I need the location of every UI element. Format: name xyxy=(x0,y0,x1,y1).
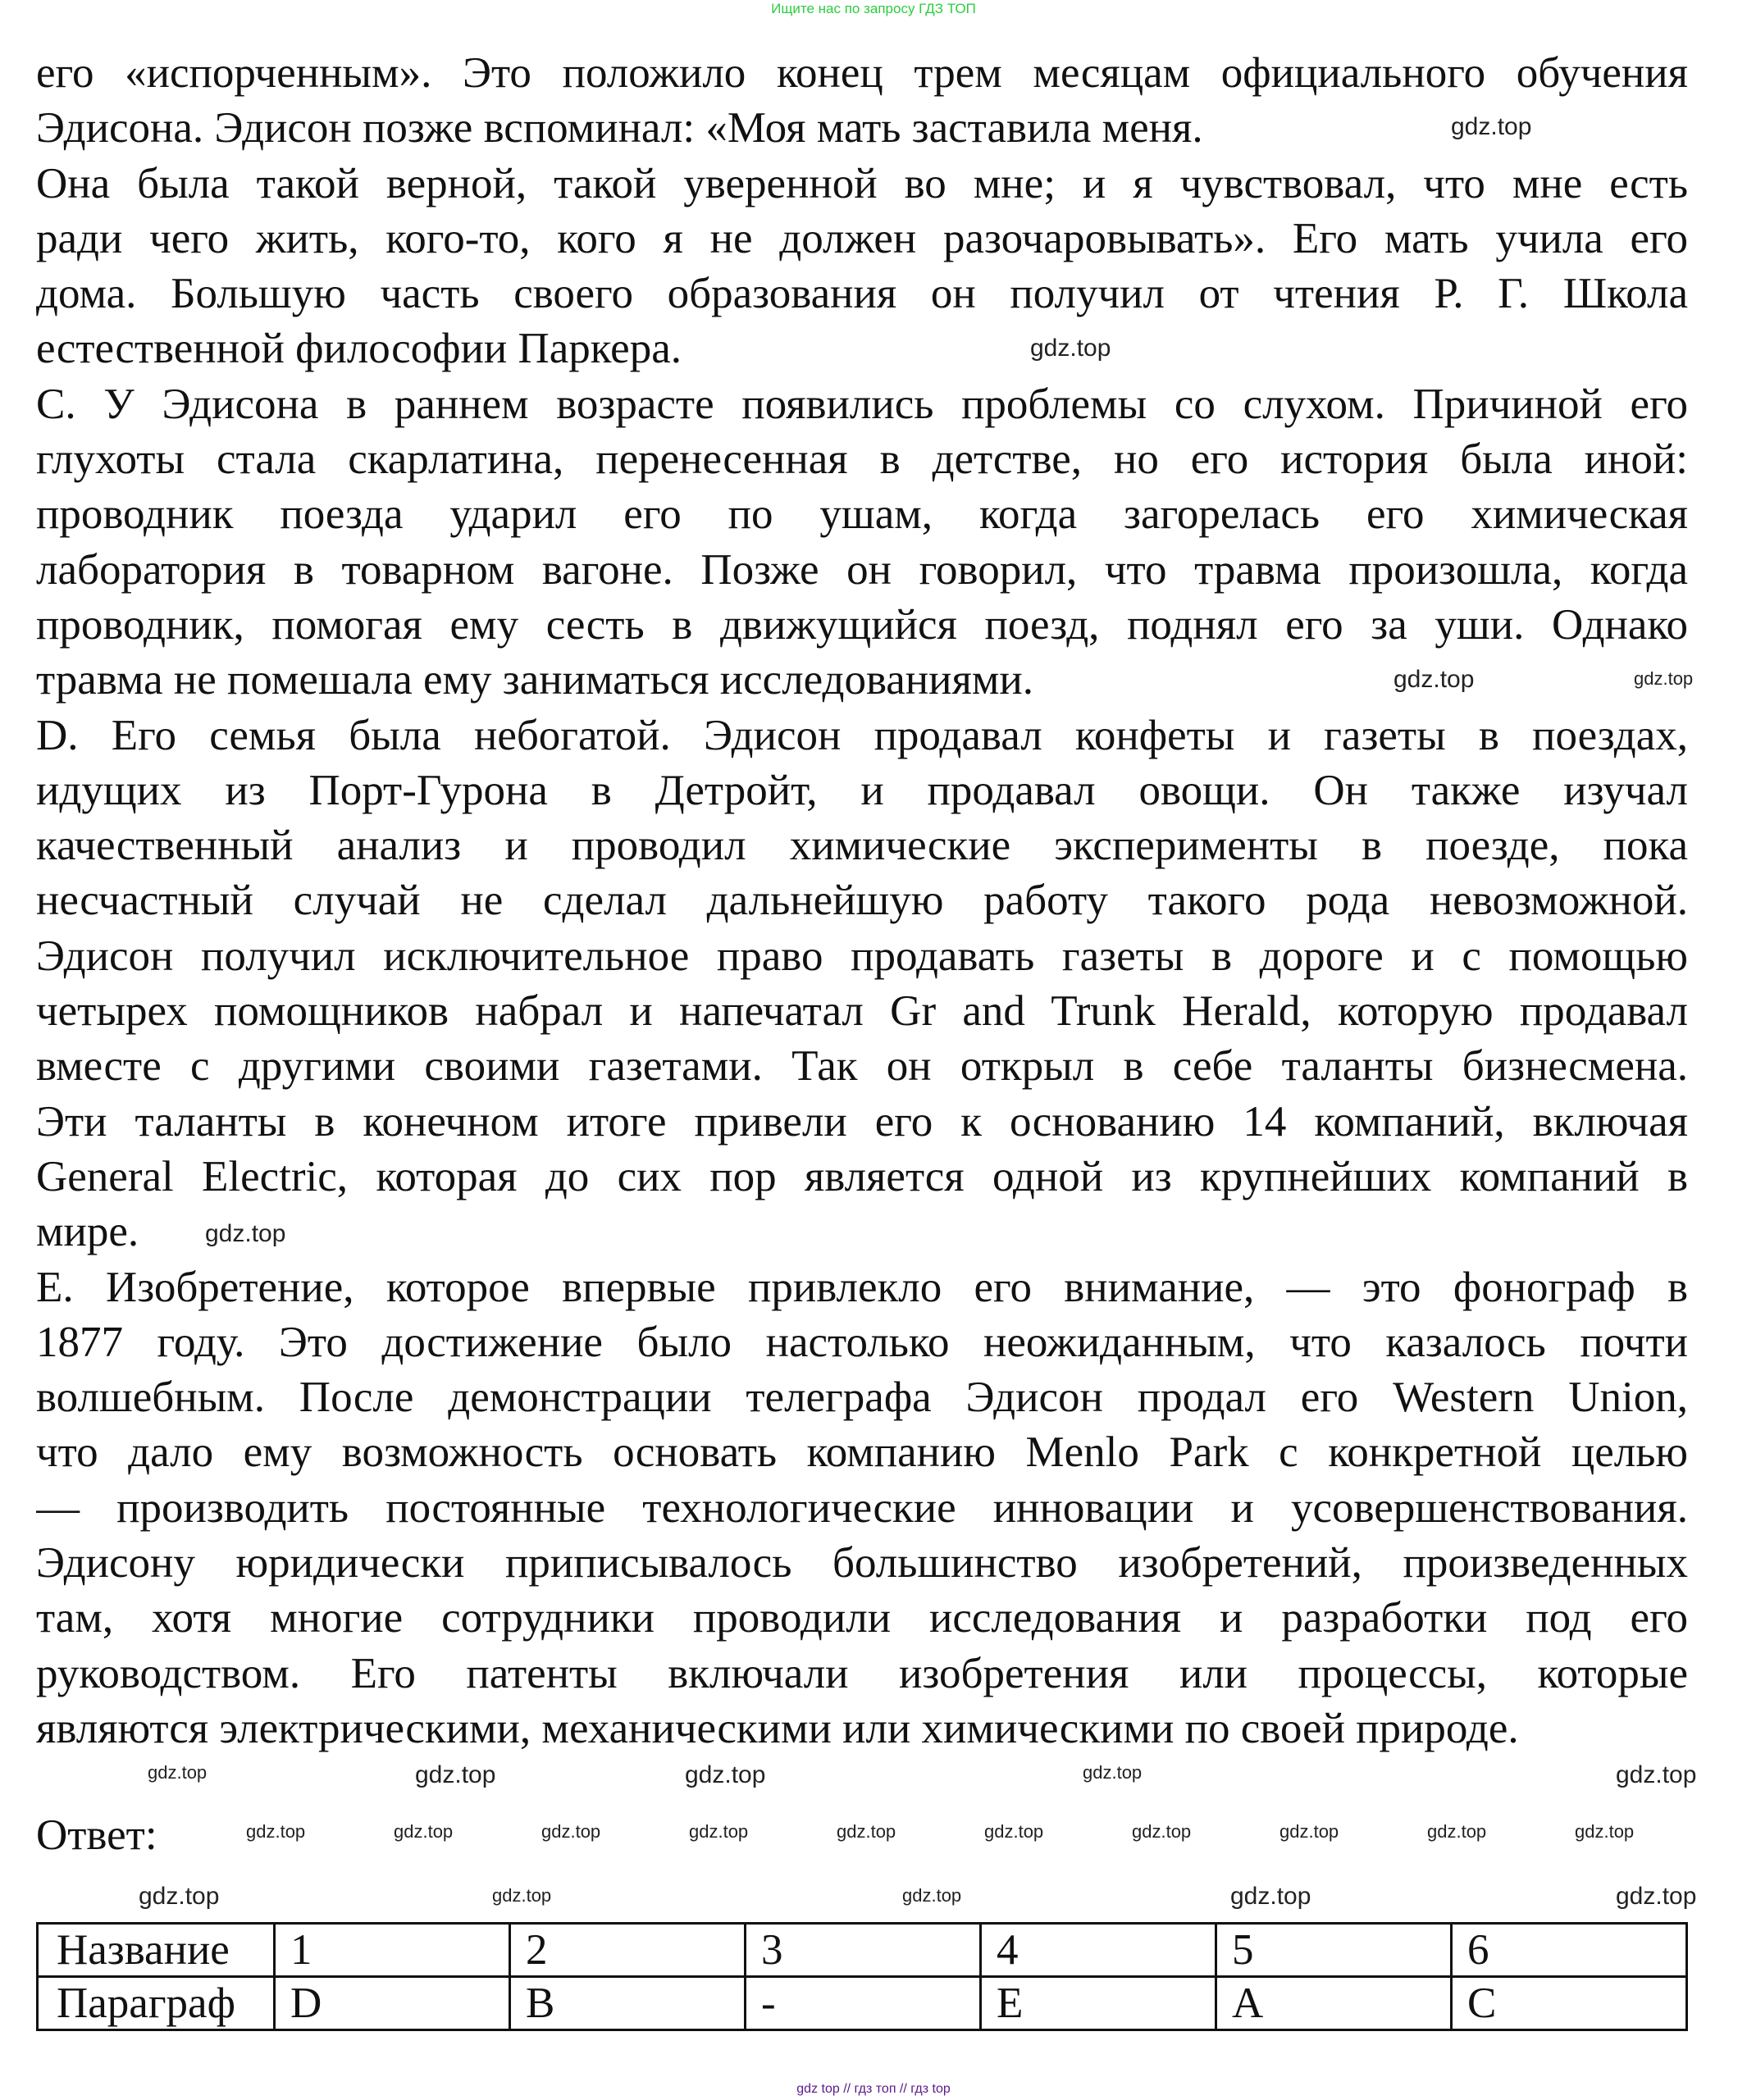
watermark-text: gdz.top xyxy=(837,1821,896,1842)
text-line: General Electric, которая до сих пор является одной из крупнейших компаний в xyxy=(36,1152,1688,1200)
text-line: волшебным. После демонстрации телеграфа Эдисон продал его Western Union, xyxy=(36,1373,1688,1422)
watermark-text: gdz.top xyxy=(148,1762,208,1783)
text-line: — производить постоянные технологические инновации и усовершенствования. xyxy=(36,1483,1688,1532)
answer-table xyxy=(36,1922,1688,2031)
text-line: 1877 году. Это достижение было настолько неожиданным, что казалось почти xyxy=(36,1318,1688,1366)
watermark-text: gdz.top xyxy=(1575,1821,1635,1842)
watermark-text: gdz.top xyxy=(984,1821,1044,1842)
text-line: качественный анализ и проводил химические эксперименты в поезде, пока xyxy=(36,822,1688,870)
watermark-text: gdz.top xyxy=(1616,1761,1697,1788)
text-line: там, хотя многие сотрудники проводили исследования и разработки под его xyxy=(36,1594,1688,1642)
text-line: Эдисон получил исключительное право продавать газеты в дороге и с помощью xyxy=(36,932,1688,980)
text-line: естественной философии Паркера. xyxy=(36,325,682,373)
table-cell: 2 xyxy=(510,1924,746,1977)
table-cell: C xyxy=(1452,1977,1687,2030)
text-line: руководством. Его патенты включали изобретения или процессы, которые xyxy=(36,1649,1688,1697)
row-header-cell: Параграф xyxy=(38,1977,275,2030)
text-line: травма не помешала ему заниматься исследованиями. xyxy=(36,656,1034,704)
text-line: ради чего жить, кого-то, кого я не должен разочаровывать». Его мать учила его xyxy=(36,214,1688,262)
text-line: проводник поезда ударил его по ушам, когда загорелась его химическая xyxy=(36,490,1688,539)
table-row xyxy=(38,1924,1687,1977)
watermark-text: gdz.top xyxy=(1616,1883,1697,1910)
text-line: Она была такой верной, такой уверенной во мне; и я чувствовал, что мне есть xyxy=(36,159,1688,207)
watermark-text: gdz.top xyxy=(394,1821,454,1842)
text-line: проводник, помогая ему сесть в движущийся поезд, поднял его за уши. Однако xyxy=(36,600,1688,649)
table-cell: 5 xyxy=(1216,1924,1452,1977)
watermark-text: gdz.top xyxy=(541,1821,601,1842)
text-line: Эти таланты в конечном итоге привели его к основанию 14 компаний, включая xyxy=(36,1097,1688,1146)
text-line: несчастный случай не сделал дальнейшую работу такого рода невозможной. xyxy=(36,877,1688,925)
watermark-text: gdz.top xyxy=(1030,335,1111,362)
watermark-text: gdz.top xyxy=(492,1885,552,1906)
article-text xyxy=(36,46,1688,1756)
text-line: идущих из Порт-Гурона в Детройт, и продавал овощи. Он также изучал xyxy=(36,766,1688,814)
watermark-text: gdz.top xyxy=(1634,668,1694,689)
answer-label: Ответ: xyxy=(36,1811,157,1859)
row-header-cell: Название xyxy=(38,1924,275,1977)
text-line: глухоты стала скарлатина, перенесенная в детстве, но его история была иной: xyxy=(36,435,1688,484)
text-line: его «испорченным». Это положило конец трем месяцам официального обучения xyxy=(36,49,1688,97)
text-line: что дало ему возможность основать компанию Menlo Park с конкретной целью xyxy=(36,1428,1688,1477)
watermark-text: gdz.top xyxy=(1451,113,1532,140)
text-line: дома. Большую часть своего образования он получил от чтения Р. Г. Школа xyxy=(36,270,1688,318)
table-row xyxy=(38,1977,1687,2030)
table-cell: E xyxy=(981,1977,1216,2030)
text-line: D. Его семья была небогатой. Эдисон продавал конфеты и газеты в поездах, xyxy=(36,711,1688,759)
footer-links: gdz top // гдз топ // гдз top xyxy=(796,2082,951,2096)
table-cell: B xyxy=(510,1977,746,2030)
watermark-text: gdz.top xyxy=(902,1885,962,1906)
watermark-text: gdz.top xyxy=(139,1883,220,1910)
text-line: Эдисона. Эдисон позже вспоминал: «Моя мать заставила меня. xyxy=(36,104,1203,153)
text-line: лаборатория в товарном вагоне. Позже он говорил, что травма произошла, когда xyxy=(36,545,1688,594)
text-line: четырех помощников набрал и напечатал Gr and Trunk Herald, которую продавал xyxy=(36,987,1688,1036)
table-cell: 1 xyxy=(275,1924,510,1977)
text-line: Эдисону юридически приписывалось большинство изобретений, произведенных xyxy=(36,1539,1688,1588)
text-line: E. Изобретение, которое впервые привлекло его внимание, — это фонограф в xyxy=(36,1263,1688,1311)
search-banner: Ищите нас по запросу ГДЗ ТОП xyxy=(771,1,976,16)
watermark-text: gdz.top xyxy=(205,1220,286,1247)
table-cell: 6 xyxy=(1452,1924,1687,1977)
table-cell: D xyxy=(275,1977,510,2030)
text-line: вместе с другими своими газетами. Так он открыл в себе таланты бизнесмена. xyxy=(36,1042,1688,1091)
text-line: являются электрическими, механическими или химическими по своей природе. xyxy=(36,1704,1519,1752)
table-cell: 4 xyxy=(981,1924,1216,1977)
watermark-text: gdz.top xyxy=(1083,1762,1143,1783)
watermark-text: gdz.top xyxy=(1132,1821,1192,1842)
watermark-text: gdz.top xyxy=(1427,1821,1487,1842)
table-cell: - xyxy=(746,1977,981,2030)
watermark-text: gdz.top xyxy=(1279,1821,1339,1842)
watermark-text: gdz.top xyxy=(246,1821,306,1842)
watermark-text: gdz.top xyxy=(685,1761,766,1788)
text-line: C. У Эдисона в раннем возрасте появились проблемы со слухом. Причиной его xyxy=(36,380,1688,428)
table-cell: A xyxy=(1216,1977,1452,2030)
table-cell: 3 xyxy=(746,1924,981,1977)
watermark-text: gdz.top xyxy=(689,1821,749,1842)
text-line: мире. xyxy=(36,1208,139,1256)
watermark-text: gdz.top xyxy=(1393,666,1475,693)
watermark-text: gdz.top xyxy=(1230,1883,1311,1910)
watermark-text: gdz.top xyxy=(415,1761,496,1788)
